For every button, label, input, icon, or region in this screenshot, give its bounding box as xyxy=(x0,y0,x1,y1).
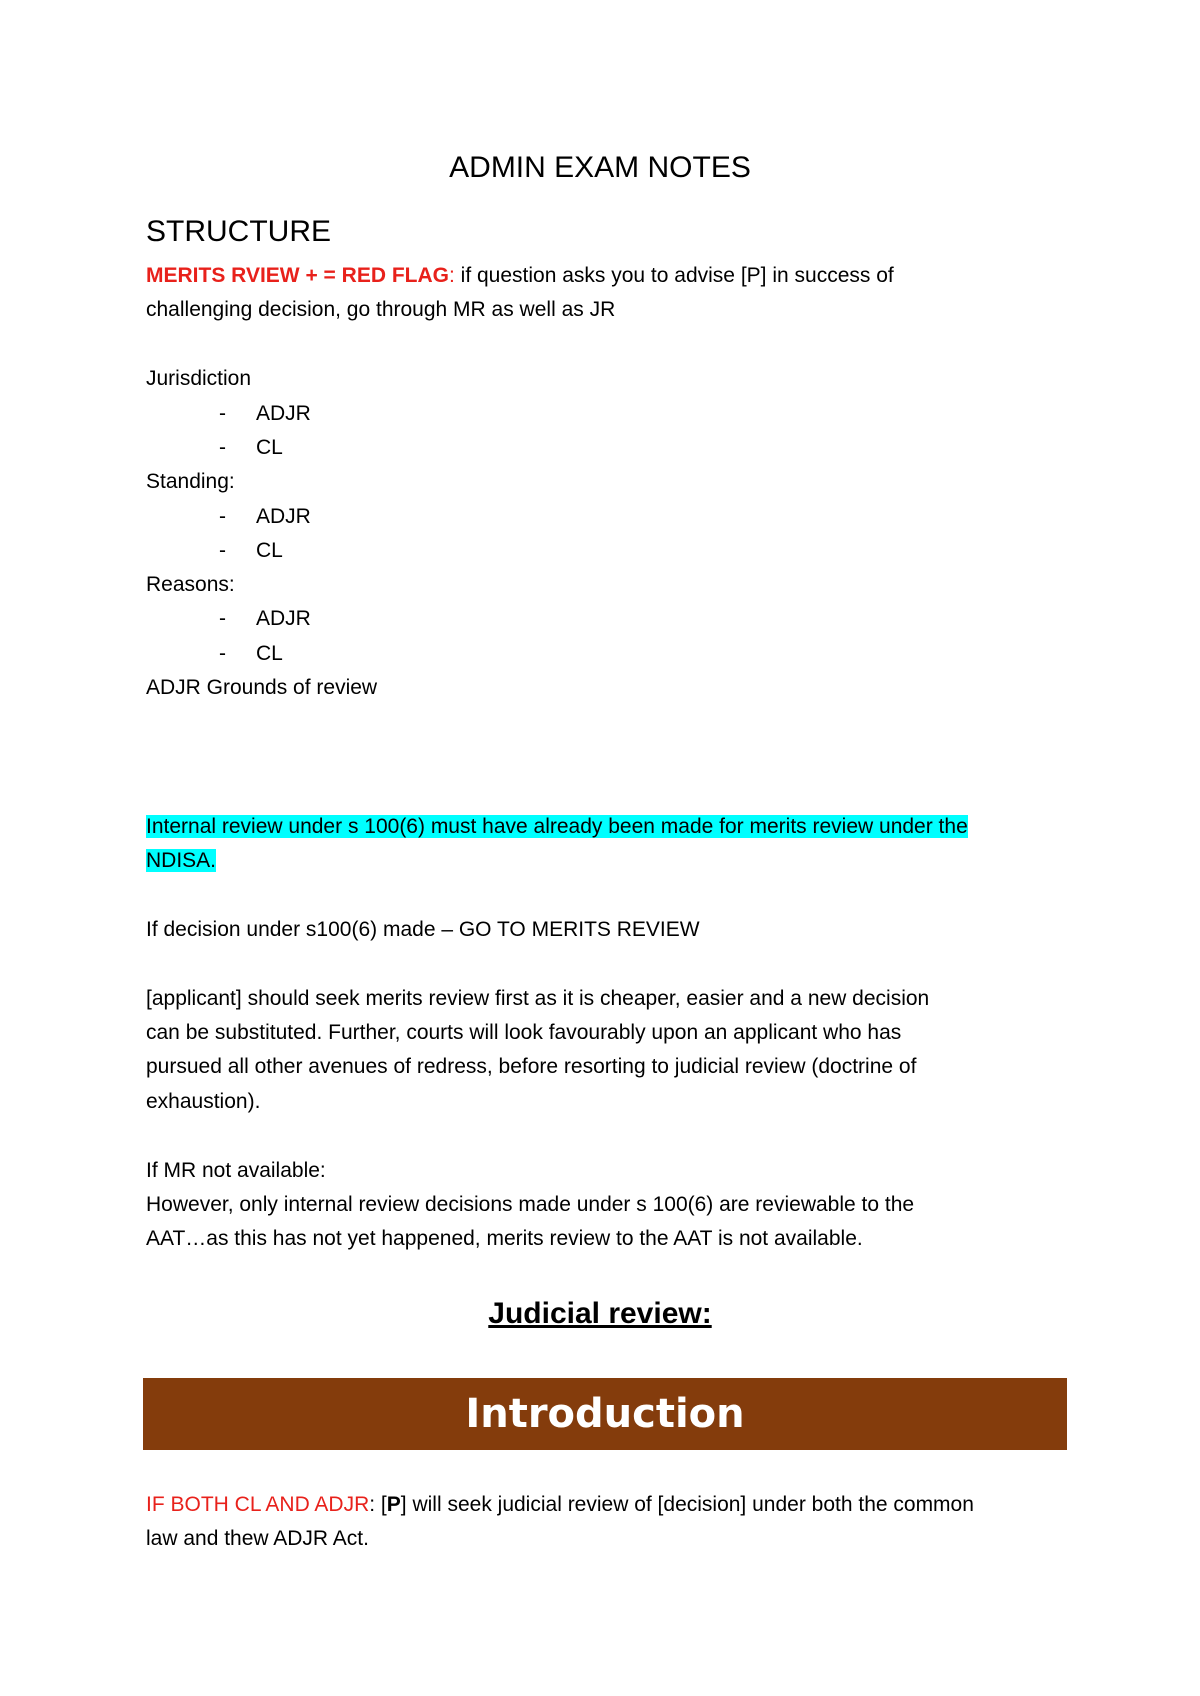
both-cl-adjr-line-2: law and thew ADJR Act. xyxy=(146,1527,369,1550)
highlight-line-1 xyxy=(146,810,968,844)
applicant-para-line-1: [applicant] should seek merits review first as it is cheaper, easier and a new decision xyxy=(146,987,930,1010)
red-flag-label: MERITS RVIEW + = RED FLAG xyxy=(146,264,449,287)
bullet-dash: - xyxy=(219,402,226,425)
red-flag-text-1: if question asks you to advise [P] in success of xyxy=(454,264,894,287)
if-mr-line: If MR not available: xyxy=(146,1159,326,1182)
bullet-dash: - xyxy=(219,505,226,528)
list-item-label: CL xyxy=(256,539,283,562)
bullet-dash: - xyxy=(219,436,226,459)
outline-label-standing: Standing: xyxy=(146,470,235,493)
party-placeholder: P xyxy=(386,1493,401,1516)
list-item-label: ADJR xyxy=(256,505,311,528)
structure-heading: STRUCTURE xyxy=(146,215,331,248)
list-item-label: ADJR xyxy=(256,402,311,425)
both-cl-adjr-label: IF BOTH CL AND ADJR xyxy=(146,1493,370,1516)
both-cl-adjr-line-1 xyxy=(146,1488,974,1522)
list-item-label: CL xyxy=(256,436,283,459)
judicial-review-heading: Judicial review: xyxy=(488,1297,712,1330)
highlight-text-1: Internal review under s 100(6) must have already been made for merits review under the xyxy=(146,815,968,838)
bullet-dash: - xyxy=(219,607,226,630)
however-line-2: AAT…as this has not yet happened, merits review to the AAT is not available. xyxy=(146,1227,863,1250)
both-cl-adjr-colon: : [ xyxy=(369,1493,387,1516)
however-line-1: However, only internal review decisions made under s 100(6) are reviewable to the xyxy=(146,1193,915,1216)
red-flag-line-2: challenging decision, go through MR as well as JR xyxy=(146,298,616,321)
highlight-text-2: NDISA. xyxy=(146,849,217,872)
applicant-para-line-3: pursued all other avenues of redress, before resorting to judicial review (doctrine of xyxy=(146,1055,917,1078)
red-flag-line-1 xyxy=(146,259,894,293)
bullet-dash: - xyxy=(219,642,226,665)
document-title: ADMIN EXAM NOTES xyxy=(449,151,751,184)
applicant-para-line-2: can be substituted. Further, courts will look favourably upon an applicant who has xyxy=(146,1021,902,1044)
outline-label-jurisdiction: Jurisdiction xyxy=(146,367,252,390)
bullet-dash: - xyxy=(219,539,226,562)
red-flag-colon: : xyxy=(448,264,455,287)
list-item-label: CL xyxy=(256,642,283,665)
adjr-grounds-line: ADJR Grounds of review xyxy=(146,676,378,699)
list-item-label: ADJR xyxy=(256,607,311,630)
if-decision-line: If decision under s100(6) made – GO TO MERITS REVIEW xyxy=(146,918,700,941)
introduction-banner: Introduction xyxy=(143,1378,1067,1450)
both-cl-adjr-text-1: ] will seek judicial review of [decision] under both the common xyxy=(400,1493,974,1516)
outline-label-reasons: Reasons: xyxy=(146,573,235,596)
highlight-line-2 xyxy=(146,844,216,878)
applicant-para-line-4: exhaustion). xyxy=(146,1090,261,1113)
